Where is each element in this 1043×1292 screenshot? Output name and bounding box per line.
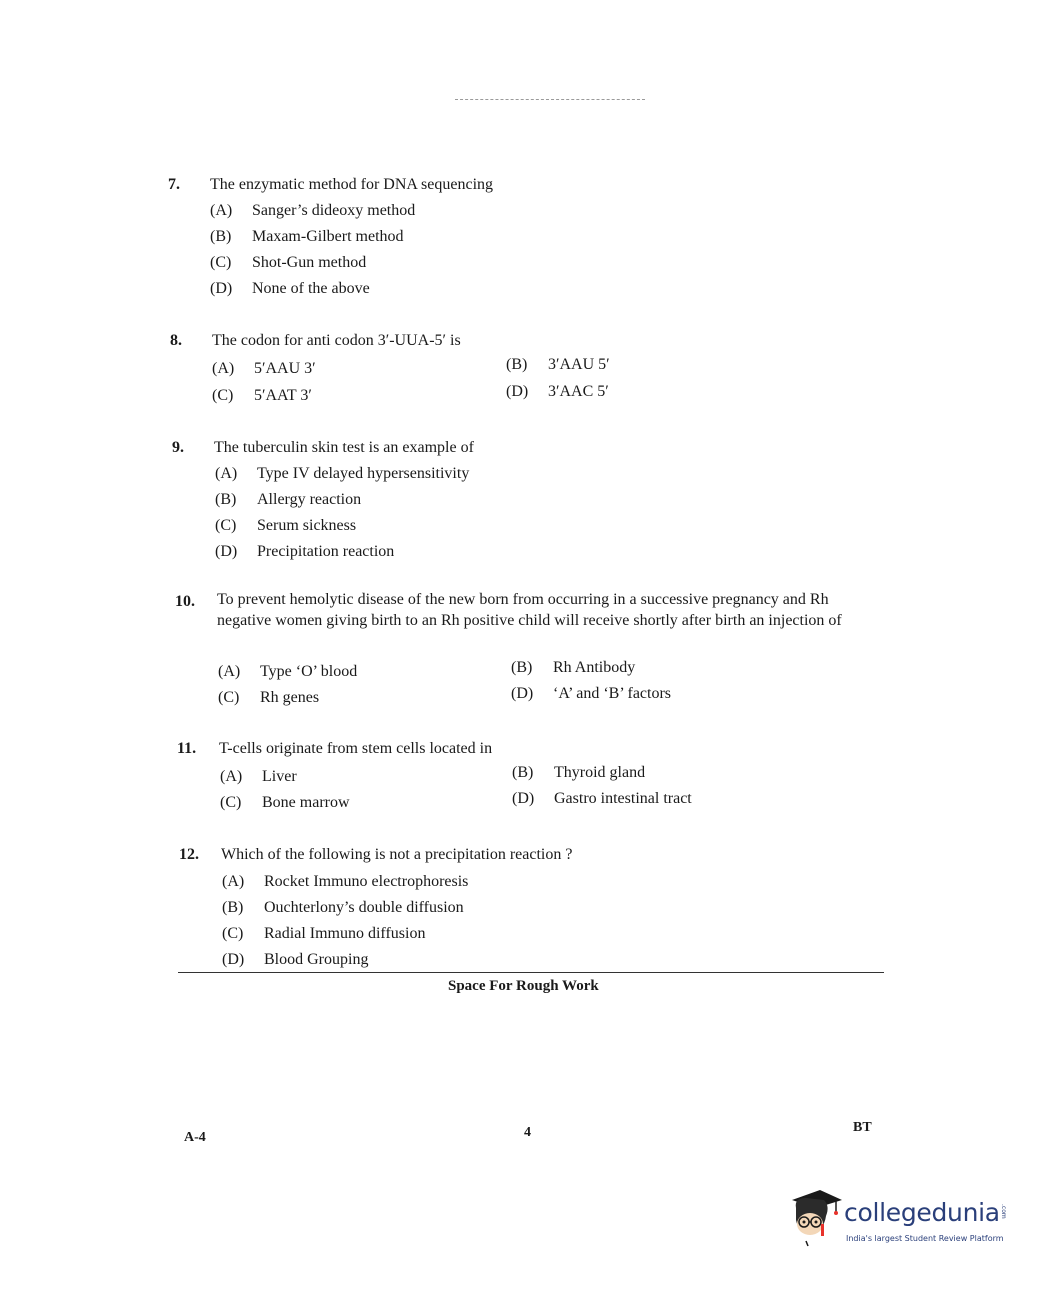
collegedunia-logo [786, 1186, 1016, 1252]
question-text: The enzymatic method for DNA sequencing [210, 176, 494, 193]
option-text: Radial Immuno diffusion [264, 925, 426, 942]
question-number: 9. [172, 439, 184, 456]
header-dashed-line [455, 99, 645, 100]
option-text: Gastro intestinal tract [554, 790, 692, 807]
option-label: (C) [212, 387, 234, 404]
option-label: (C) [210, 254, 232, 271]
option-text: Blood Grouping [264, 951, 369, 968]
option-label: (C) [222, 925, 244, 942]
option-text: Type ‘O’ blood [260, 663, 358, 680]
option-text: Rh Antibody [553, 659, 636, 676]
option-label: (B) [215, 491, 237, 508]
option-c [222, 921, 425, 947]
brand-name: collegedunia [844, 1198, 1000, 1227]
brand-tagline: India's largest Student Review Platform [846, 1234, 1004, 1243]
option-d [210, 276, 370, 302]
option-text: Serum sickness [257, 517, 357, 534]
option-text: Precipitation reaction [257, 543, 395, 560]
option-label: (D) [222, 951, 245, 968]
option-b [512, 760, 645, 786]
option-label: (A) [212, 360, 235, 377]
question-number: 11. [177, 740, 197, 757]
option-text: Type IV delayed hypersensitivity [257, 465, 470, 482]
option-b [222, 895, 464, 921]
question-number: 8. [170, 332, 182, 349]
booklet-code: A-4 [184, 1130, 206, 1145]
option-label: (B) [210, 228, 232, 245]
option-text: ‘A’ and ‘B’ factors [553, 685, 672, 702]
option-d [506, 379, 609, 405]
option-text: Thyroid gland [554, 764, 646, 781]
question-number: 7. [168, 176, 180, 193]
option-label: (D) [210, 280, 233, 297]
option-a [210, 198, 415, 224]
question-11 [177, 736, 877, 816]
option-d [512, 786, 692, 812]
option-label: (B) [222, 899, 244, 916]
option-text: Maxam-Gilbert method [252, 228, 404, 245]
question-text: T-cells originate from stem cells located in [219, 740, 493, 757]
question-text: To prevent hemolytic disease of the new born from occurring in a successive pregnancy and Rh negative women giving birth to an Rh positive child will receive shortly after birth an injection of [217, 591, 842, 629]
option-b [511, 655, 635, 681]
option-text: 3′AAC 5′ [548, 383, 609, 400]
option-a [212, 356, 316, 382]
option-text: Ouchterlony’s double diffusion [264, 899, 464, 916]
option-c [215, 513, 356, 539]
option-text: Bone marrow [262, 794, 350, 811]
option-label: (C) [220, 794, 242, 811]
question-text: Which of the following is not a precipitation reaction ? [221, 846, 573, 863]
option-b [506, 352, 610, 378]
question-7 [168, 172, 868, 302]
option-label: (D) [215, 543, 238, 560]
option-a [220, 764, 297, 790]
option-d [222, 947, 368, 973]
option-label: (D) [506, 383, 529, 400]
option-text: Rh genes [260, 689, 320, 706]
question-12 [179, 842, 879, 972]
question-text: The tuberculin skin test is an example of [214, 439, 474, 456]
option-label: (A) [218, 663, 241, 680]
option-d [215, 539, 394, 565]
option-label: (C) [218, 689, 240, 706]
option-label: (B) [506, 356, 528, 373]
option-text: 3′AAU 5′ [548, 356, 610, 373]
option-text: Allergy reaction [257, 491, 362, 508]
option-c [210, 250, 366, 276]
option-label: (B) [511, 659, 533, 676]
question-10 [175, 589, 875, 711]
option-d [511, 681, 671, 707]
question-number: 10. [175, 593, 195, 610]
question-9 [172, 435, 872, 565]
option-text: Shot-Gun method [252, 254, 367, 271]
option-label: (D) [512, 790, 535, 807]
question-text: The codon for anti codon 3′-UUA-5′ is [212, 332, 461, 349]
option-text: Sanger’s dideoxy method [252, 202, 416, 219]
option-c [212, 383, 312, 409]
graduate-mascot-icon [786, 1186, 844, 1248]
option-text: 5′AAT 3′ [254, 387, 312, 404]
option-c [218, 685, 319, 711]
option-label: (D) [511, 685, 534, 702]
rough-work-label: Space For Rough Work [448, 978, 599, 994]
option-c [220, 790, 350, 816]
subject-code: BT [853, 1120, 872, 1135]
option-label: (B) [512, 764, 534, 781]
option-label: (A) [222, 873, 245, 890]
option-text: None of the above [252, 280, 370, 297]
question-number: 12. [179, 846, 199, 863]
option-text: Liver [262, 768, 297, 785]
option-label: (A) [210, 202, 233, 219]
option-label: (A) [220, 768, 243, 785]
option-text: 5′AAU 3′ [254, 360, 316, 377]
option-label: (A) [215, 465, 238, 482]
brand-suffix: .com [1000, 1204, 1007, 1219]
option-text: Rocket Immuno electrophoresis [264, 873, 469, 890]
option-a [215, 461, 469, 487]
option-a [218, 659, 357, 685]
option-b [215, 487, 361, 513]
option-label: (C) [215, 517, 237, 534]
option-b [210, 224, 404, 250]
page-number: 4 [524, 1125, 531, 1140]
option-a [222, 869, 468, 895]
question-8 [170, 328, 870, 410]
section-divider [178, 972, 884, 973]
